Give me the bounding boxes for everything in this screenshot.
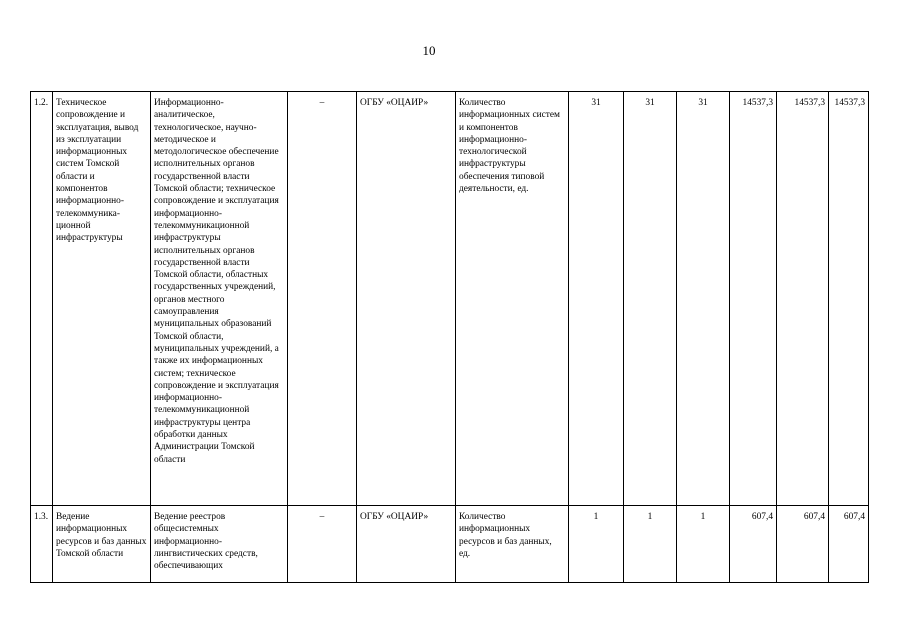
- table-row: [31, 92, 869, 506]
- dash-cell: –: [288, 506, 357, 583]
- program-table: [30, 91, 869, 583]
- page-number: 10: [422, 43, 436, 58]
- indicator: Количество информационных систем и компонентов информационно-технологической инфраструктуры обеспечения типовой деятельности, ед.: [456, 92, 569, 506]
- indicator-value-1: 1: [569, 506, 624, 583]
- organization: ОГБУ «ОЦАИР»: [357, 92, 456, 506]
- row-number: 1.3.: [31, 506, 53, 583]
- funding-value-3: 607,4: [829, 506, 869, 583]
- table-row: [31, 506, 869, 583]
- organization: ОГБУ «ОЦАИР»: [357, 506, 456, 583]
- activity-name: Техническое сопровождение и эксплуатация, вывод из эксплуатации информационных систем Томской области и компонентов информационно-телекоммуника-ционной инфраструктуры: [53, 92, 151, 506]
- indicator-value-2: 31: [624, 92, 677, 506]
- indicator-value-3: 31: [677, 92, 730, 506]
- activity-content: Ведение реестров общесистемных информационно-лингвистических средств, обеспечивающих: [151, 506, 288, 583]
- indicator: Количество информационных ресурсов и баз данных, ед.: [456, 506, 569, 583]
- funding-value-2: 607,4: [777, 506, 829, 583]
- funding-value-3: 14537,3: [829, 92, 869, 506]
- indicator-value-1: 31: [569, 92, 624, 506]
- funding-value-1: 607,4: [730, 506, 777, 583]
- funding-value-2: 14537,3: [777, 92, 829, 506]
- activity-name: Ведение информационных ресурсов и баз данных Томской области: [53, 506, 151, 583]
- funding-value-1: 14537,3: [730, 92, 777, 506]
- indicator-value-2: 1: [624, 506, 677, 583]
- activity-content: Информационно-аналитическое, технологическое, научно-методическое и методологическое обеспечение исполнительных органов государственной власти Томской области; техническое сопровождение и эксплуатация информационно-телекоммуникационной инфраструктуры исполнительных органов государственной власти Томской области, областных государственных учреждений, органов местного самоуправления муниципальных образований Томской области, муниципальных учреждений, а также их информационных систем; техническое сопровождение и эксплуатация информационно-телекоммуникационной инфраструктуры центра обработки данных Администрации Томской области: [151, 92, 288, 506]
- indicator-value-3: 1: [677, 506, 730, 583]
- dash-cell: –: [288, 92, 357, 506]
- row-number: 1.2.: [31, 92, 53, 506]
